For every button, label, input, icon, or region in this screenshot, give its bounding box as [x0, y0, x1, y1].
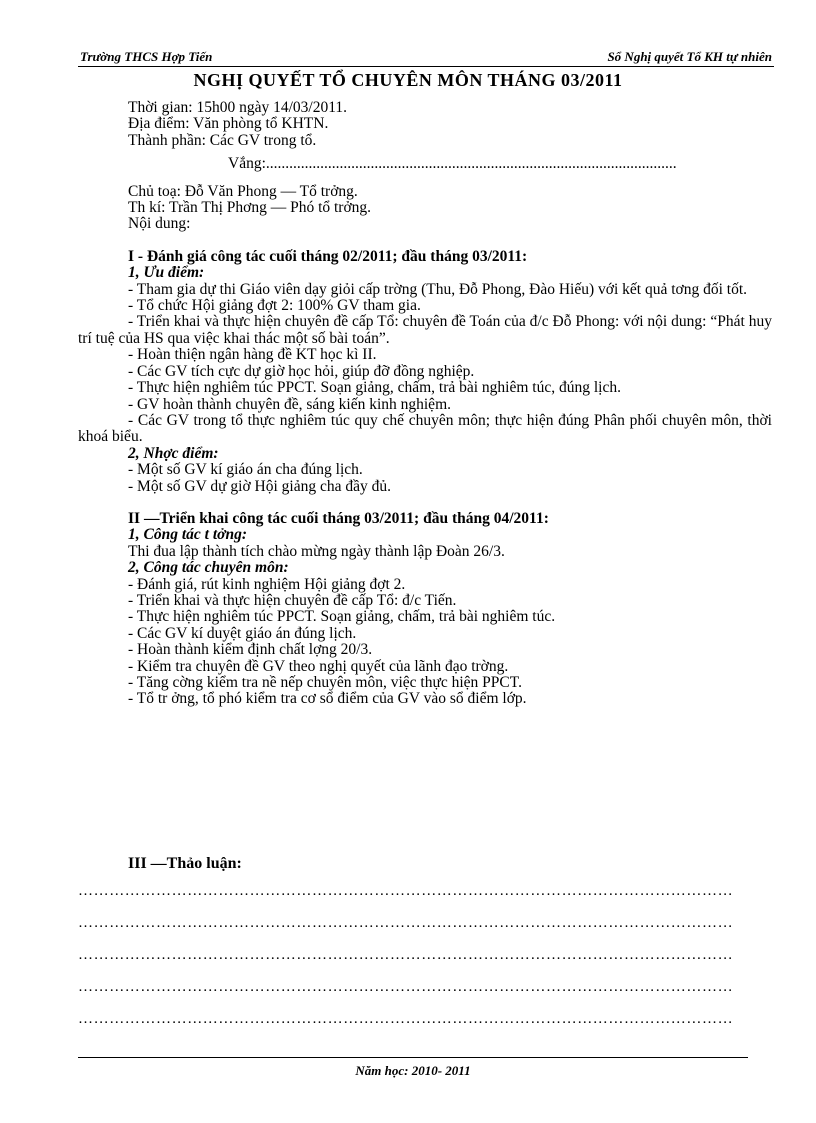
document-body	[78, 100, 772, 708]
footer-divider	[78, 1057, 748, 1058]
list-item: - Kiểm tra chuyên đề GV theo nghị quyết của lãnh đạo trờng.	[128, 657, 509, 675]
school-year: Năm học: 2010- 2011	[355, 1063, 471, 1078]
list-item: - Hoàn thiện ngân hàng đề KT học kì II.	[128, 346, 377, 364]
dotted-line: ………………………………………………………………………………………………………………	[78, 1011, 734, 1027]
list-item: - Tham gia dự thi Giáo viên dạy giỏi cấp trờng (Thu, Đỗ Phong, Đào Hiếu) với kết quả tơng đối tốt.	[128, 280, 748, 298]
meeting-location: Địa điểm: Văn phòng tổ KHTN.	[128, 115, 329, 133]
book-name: Sổ Nghị quyết Tổ KH tự nhiên	[607, 49, 772, 64]
list-item: - Hoàn thành kiểm định chất lợng 20/3.	[128, 641, 373, 659]
general-heading: 1, Công tác t tởng:	[128, 526, 247, 544]
list-item: - Tổ tr ởng, tổ phó kiểm tra cơ sổ điểm của GV vào sổ điểm lớp.	[128, 690, 527, 708]
list-item: - Các GV trong tổ thực nghiêm túc quy chế chuyên môn; thực hiện đúng Phân phối chuyên môn, thời khoá biểu.	[78, 411, 772, 446]
section2-heading: II —Triển khai công tác cuối tháng 03/2011; đầu tháng 04/2011:	[128, 509, 549, 527]
meeting-time: Thời gian: 15h00 ngày 14/03/2011.	[128, 99, 348, 116]
list-item: - GV hoàn thành chuyên đề, sáng kiến kinh nghiệm.	[128, 395, 451, 413]
content-label: Nội dung:	[128, 215, 191, 233]
page-title: NGHỊ QUYẾT TỔ CHUYÊN MÔN THÁNG 03/2011	[193, 70, 623, 90]
list-item: - Các GV kí duyệt giáo án đúng lịch.	[128, 624, 357, 642]
list-item: - Triển khai và thực hiện chuyên đề cấp Tổ: đ/c Tiến.	[128, 591, 457, 609]
dotted-line: ………………………………………………………………………………………………………………	[78, 883, 734, 899]
dotted-line: ………………………………………………………………………………………………………………	[78, 947, 734, 963]
list-item: - Một số GV kí giáo án cha đúng lịch.	[128, 461, 363, 479]
list-item: - Triển khai và thực hiện chuyên đề cấp Tổ: chuyên đề Toán của đ/c Đỗ Phong: với nội dung: “Phát huy trí tuệ của HS qua việc khai thác một số bài toán”.	[78, 313, 772, 347]
meeting-absent: Vắng:..........................................................................................................	[228, 155, 677, 173]
list-item: - Thực hiện nghiêm túc PPCT. Soạn giảng, chấm, trả bài nghiêm túc, đúng lịch.	[128, 379, 621, 397]
section3-heading: III —Thảo luận:	[128, 855, 242, 872]
list-item: - Đánh giá, rút kinh nghiệm Hội giảng đợt 2.	[128, 575, 406, 593]
list-item: - Các GV tích cực dự giờ học hỏi, giúp đỡ đồng nghiệp.	[128, 362, 475, 380]
weaknesses-heading: 2, Nhợc điểm:	[128, 444, 219, 462]
strengths-heading: 1, Ưu điểm:	[128, 264, 205, 282]
list-item: - Tăng cờng kiểm tra nề nếp chuyên môn, việc thực hiện PPCT.	[128, 674, 522, 691]
list-item: - Thực hiện nghiêm túc PPCT. Soạn giảng, chấm, trả bài nghiêm túc.	[128, 608, 556, 626]
professional-heading: 2, Công tác chuyên môn:	[128, 559, 289, 577]
dotted-line: ………………………………………………………………………………………………………………	[78, 915, 734, 931]
list-item: - Một số GV dự giờ Hội giảng cha đầy đủ.	[128, 477, 391, 495]
section1-heading: I - Đánh giá công tác cuối tháng 02/2011; đầu tháng 03/2011:	[128, 247, 528, 265]
meeting-secretary: Th kí: Trần Thị Phơng — Phó tổ trởng.	[128, 199, 372, 217]
list-item: - Tổ chức Hội giảng đợt 2: 100% GV tham gia.	[128, 297, 421, 315]
dotted-line: ………………………………………………………………………………………………………………	[78, 979, 734, 995]
meeting-chair: Chủ toạ: Đỗ Văn Phong — Tổ trởng.	[128, 182, 358, 200]
meeting-members: Thành phần: Các GV trong tổ.	[128, 131, 317, 149]
school-name: Trường THCS Hợp Tiến	[80, 49, 213, 64]
page-header	[78, 48, 774, 67]
general-text: Thi đua lập thành tích chào mừng ngày thành lập Đoàn 26/3.	[128, 542, 505, 560]
